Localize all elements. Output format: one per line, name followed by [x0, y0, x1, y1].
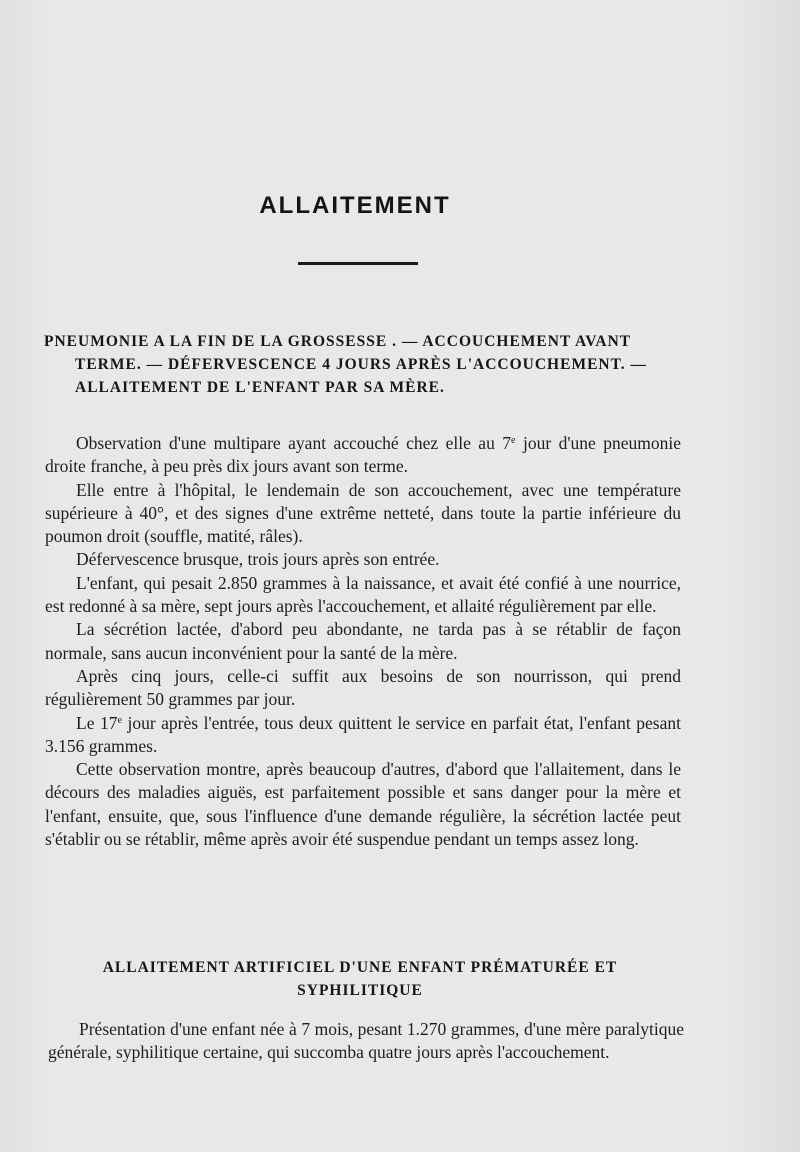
paragraph: Après cinq jours, celle-ci suffit aux besoins de son nourrisson, qui prend régulièrement 50 grammes par jour.: [45, 665, 681, 710]
paragraph: Défervescence brusque, trois jours après son entrée.: [76, 549, 440, 570]
paragraph: Cette observation montre, après beaucoup d'autres, d'abord que l'allaitement, dans le décours des maladies aiguës, est parfaitement possible et sans danger pour la mère et l'enfant, ensuite, que, sous l'influence d'une demande régulière, la sécrétion lactée peut s'établir ou se rétablir, même après avoir été suspendue pendant un temps assez long.: [45, 759, 681, 850]
text-run: jour après l'entrée, tous deux quittent le service en parfait état, l'enfant pesant 3.156 grammes.: [45, 712, 681, 756]
section-heading-line: ALLAITEMENT ARTIFICIEL D'UNE ENFANT PRÉMATURÉE ET: [102, 959, 618, 976]
section-body-allaitement-artificiel: [48, 1018, 684, 1065]
paragraph: [45, 712, 681, 759]
ordinal-superscript: e: [117, 714, 122, 726]
section-body-pneumonie: [45, 432, 681, 851]
paragraph: Elle entre à l'hôpital, le lendemain de son accouchement, avec une température supérieure à 40°, et des signes d'une extrême netteté, dans toute la partie inférieure du poumon droit (souffle, matité, râles).: [45, 479, 681, 547]
section-heading-line: ALLAITEMENT DE L'ENFANT PAR SA MÈRE.: [75, 379, 445, 396]
text-run: Observation d'une multipare ayant accouché chez elle au 7: [76, 433, 512, 453]
paragraph: Présentation d'une enfant née à 7 mois, pesant 1.270 grammes, d'une mère paralytique générale, syphilitique certaine, qui succomba quatre jours après l'accouchement.: [48, 1019, 684, 1063]
section-heading-line: SYPHILITIQUE: [297, 982, 423, 999]
text-run: jour d'une pneumonie droite franche, à peu près dix jours avant son terme.: [45, 433, 682, 477]
text-run: Le 17: [76, 712, 118, 733]
paragraph: [45, 432, 681, 479]
ordinal-superscript: e: [511, 435, 516, 446]
section-heading-line: PNEUMONIE A LA FIN DE LA GROSSESSE . — ACCOUCHEMENT AVANT: [44, 333, 632, 350]
paragraph: L'enfant, qui pesait 2.850 grammes à la naissance, et avait été confié à une nourrice, est redonné à sa mère, sept jours après l'accouchement, et allaité régulièrement par elle.: [45, 572, 681, 617]
section-heading-pneumonie: [44, 330, 684, 399]
paragraph: La sécrétion lactée, d'abord peu abondante, ne tarda pas à se rétablir de façon normale, sans aucun inconvénient pour la santé de la mère.: [45, 619, 681, 663]
section-heading-line: TERME. — DÉFERVESCENCE 4 JOURS APRÈS L'ACCOUCHEMENT. —: [75, 356, 648, 373]
title-divider: [298, 262, 418, 265]
section-heading-allaitement-artificiel: [60, 956, 660, 1002]
page-title: ALLAITEMENT: [259, 192, 451, 219]
